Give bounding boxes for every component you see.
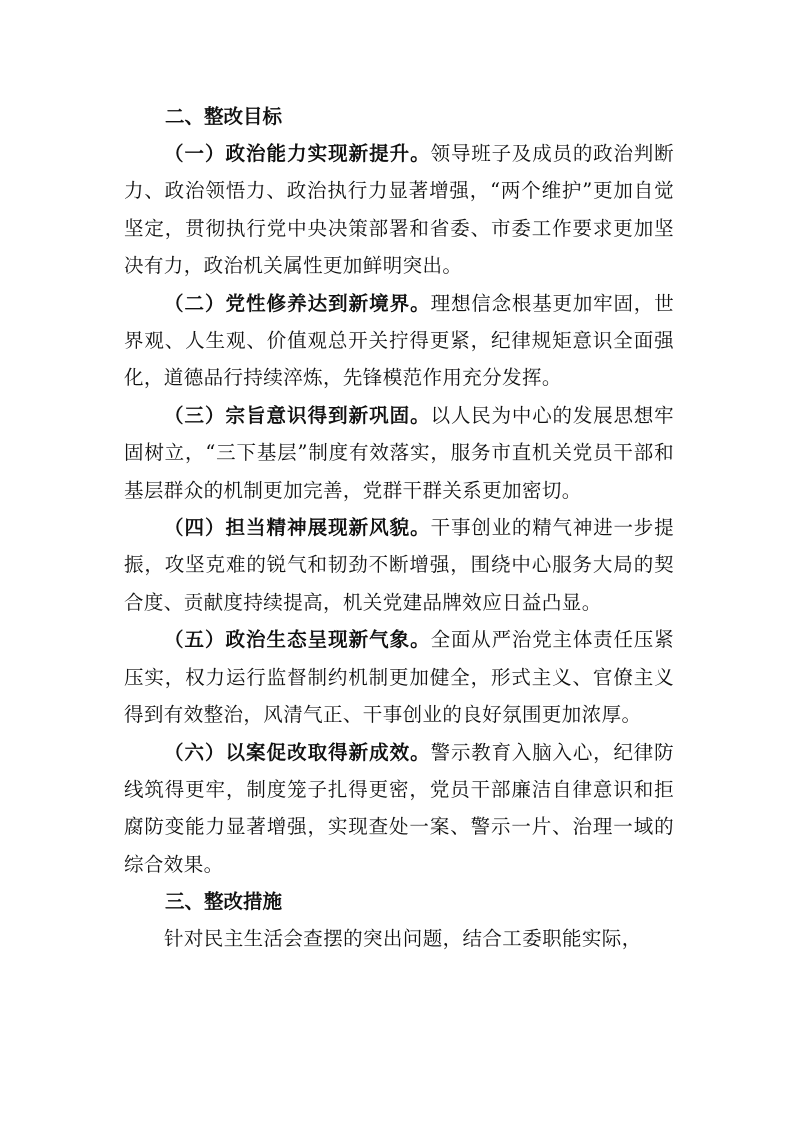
goal-paragraph-1	[124, 135, 674, 285]
goal-paragraph-5	[124, 621, 674, 733]
goal-title-5: （五）政治生态呈现新气象。	[164, 628, 431, 652]
goal-text-6: 警示教育入脑入心，纪律防线筑得更牢，制度笼子扎得更密，党员干部廉洁自律意识和拒腐防变能力显著增强，实现查处一案、警示一片、治理一域的综合效果。	[124, 740, 674, 876]
goal-title-3: （三）宗旨意识得到新巩固。	[164, 403, 431, 427]
goal-paragraph-2	[124, 285, 674, 397]
measures-intro-paragraph: 针对民主生活会查摆的突出问题，结合工委职能实际，	[164, 927, 642, 951]
goal-title-6: （六）以案促改取得新成效。	[164, 740, 431, 764]
goal-title-4: （四）担当精神展现新风貌。	[164, 516, 431, 540]
section-heading-measures: 三、整改措施	[165, 890, 283, 914]
goal-text-4: 干事创业的精气神进一步提振，攻坚克难的锐气和韧劲不断增强，围绕中心服务大局的契合度、贡献度持续提高，机关党建品牌效应日益凸显。	[124, 516, 674, 614]
goal-paragraph-4	[124, 509, 674, 621]
goal-text-1: 领导班子及成员的政治判断力、政治领悟力、政治执行力显著增强，“两个维护”更加自觉坚定，贯彻执行党中央决策部署和省委、市委工作要求更加坚决有力，政治机关属性更加鲜明突出。	[124, 142, 674, 278]
goal-text-3: 以人民为中心的发展思想牢固树立，“三下基层”制度有效落实，服务市直机关党员干部和基层群众的机制更加完善，党群干群关系更加密切。	[124, 403, 674, 502]
goal-text-5: 全面从严治党主体责任压紧压实，权力运行监督制约机制更加健全，形式主义、官僚主义得到有效整治，风清气正、干事创业的良好氛围更加浓厚。	[124, 628, 674, 727]
goal-paragraph-6	[124, 734, 674, 884]
goal-title-2: （二）党性修养达到新境界。	[164, 291, 431, 315]
goal-text-2: 理想信念根基更加牢固，世界观、人生观、价值观总开关拧得更紧，纪律规矩意识全面强化，道德品行持续淬炼，先锋模范作用充分发挥。	[124, 291, 674, 390]
section-heading-goals: 二、整改目标	[165, 105, 283, 128]
document-body	[124, 98, 674, 958]
goal-paragraph-3	[124, 397, 674, 509]
goal-title-1: （一）政治能力实现新提升。	[164, 142, 431, 165]
